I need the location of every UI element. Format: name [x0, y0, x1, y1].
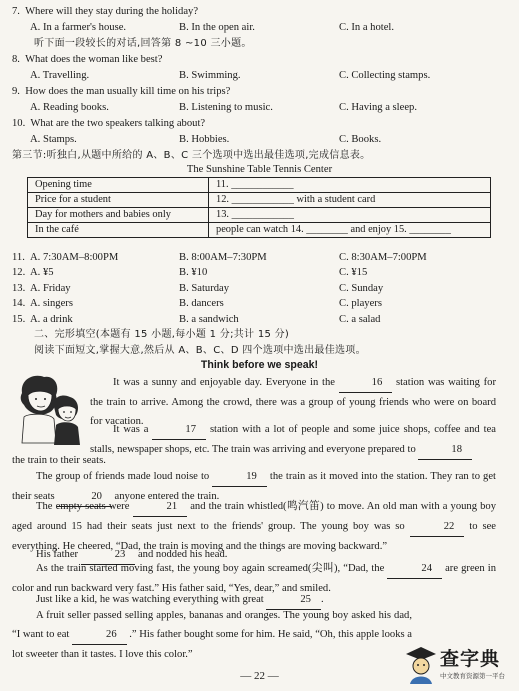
blank-18[interactable]: 18: [418, 440, 472, 460]
option-a[interactable]: A. ¥5: [30, 267, 54, 278]
part-2-instruction: 阅读下面短文,掌握大意,然后从 A、B、C、D 四个选项中选出最佳选项。: [34, 345, 366, 356]
site-logo: [404, 640, 514, 688]
blank-26[interactable]: 26: [72, 625, 127, 645]
option-a[interactable]: A. Reading books.: [30, 102, 109, 113]
option-b[interactable]: B. Swimming.: [179, 70, 241, 81]
option-b[interactable]: B. Saturday: [179, 283, 230, 294]
question-text: 7. Where will they stay during the holiday?: [12, 6, 199, 17]
story-title: Think before we speak!: [200, 359, 319, 371]
option-c[interactable]: C. Sunday: [339, 283, 384, 294]
question-7-options: [0, 20, 519, 35]
option-c[interactable]: C. a salad: [339, 314, 381, 325]
question-11: 11. A. 7:30AM–8:00PM B. 8:00AM–7:30PM C. 8:30AM–7:00PM: [12, 252, 427, 263]
question-9: 9. How does the man usually kill time on his trips?: [12, 86, 231, 97]
paragraph-2-end: the train to their seats.: [12, 455, 106, 466]
option-b[interactable]: B. a sandwich: [179, 314, 239, 325]
page-number: — 22 —: [240, 670, 279, 682]
option-c[interactable]: C. Collecting stamps.: [339, 70, 431, 81]
paragraph-1: It was a sunny and enjoyable day. Everyone in the 16 station was waiting for the train to arrive. Among the crowd, there was a group of young friends who were on board for vacation.: [90, 373, 496, 431]
paragraph-6: As the train started moving fast, the young boy again screamed(尖叫), “Dad, the 24 are green in color and run backward very fast.” His father said, “Yes, dear,” and smiled.: [12, 559, 496, 598]
option-b[interactable]: B. In the open air.: [179, 22, 255, 33]
blank-25[interactable]: 25: [266, 590, 321, 610]
table-cell: 11. ____________: [209, 178, 491, 193]
option-a[interactable]: A. Travelling.: [30, 70, 90, 81]
table-cell: people can watch 14. ________ and enjoy 15. ________: [209, 223, 491, 238]
paragraph-2: It was a 17 station with a lot of people and some juice shops, coffee and tea stalls, newspaper shops, etc. The train was arriving and everyone prepared to 18: [90, 420, 496, 460]
section-3-instruction: 第三节:听独白,从题中所给的 A、B、C 三个选项中选出最佳选项,完成信息表。: [12, 150, 371, 161]
listen-note: 听下面一段较长的对话,回答第 8 ~10 三小题。: [34, 38, 252, 49]
option-a[interactable]: A. 7:30AM–8:00PM: [30, 252, 119, 263]
paragraph-8: A fruit seller passed selling apples, bananas and oranges. The young boy asked his dad, “I want to eat 26 .” His father bought some for him. He said, “Oh, this apple looks a lot sweeter than it tastes. I love this color.”: [12, 610, 412, 660]
option-b[interactable]: B. Hobbies.: [179, 134, 230, 145]
question-15: 15. A. a drink B. a sandwich C. a salad: [12, 314, 381, 325]
blank-17[interactable]: 17: [152, 420, 206, 440]
paragraph-4: The empty seats were 21 and the train whistled(鸣汽笛) to move. An old man with a young boy aged around 15 had their seats just next to the friends' group. The young boy was so 22 to see everything. He cheered, “Dad, the train is moving and the things are moving backward.”: [12, 497, 496, 556]
logo-subtext: 中文教育资源第一平台: [440, 672, 505, 680]
paragraph-7: Just like a kid, he was watching everything with great 25 .: [12, 590, 496, 610]
part-2-title: 二、完形填空(本题有 15 小题,每小题 1 分;共计 15 分): [34, 329, 290, 340]
option-a[interactable]: A. Stamps.: [30, 134, 77, 145]
option-b[interactable]: B. dancers: [179, 298, 224, 309]
blank-20[interactable]: 20: [57, 487, 112, 507]
question-8-options: [0, 68, 519, 83]
option-b[interactable]: B. Listening to music.: [179, 102, 273, 113]
boy-and-father-illustration: [14, 373, 86, 447]
blank-21[interactable]: 21: [133, 497, 188, 517]
option-a[interactable]: A. singers: [30, 298, 73, 309]
question-12: 12. A. ¥5 B. ¥10 C. ¥15: [12, 267, 368, 278]
option-c[interactable]: C. 8:30AM–7:00PM: [339, 252, 427, 263]
question-10: 10. What are the two speakers talking about?: [12, 118, 206, 129]
option-b[interactable]: B. 8:00AM–7:30PM: [179, 252, 267, 263]
question-8: 8. What does the woman like best?: [12, 54, 163, 65]
option-a[interactable]: A. a drink: [30, 314, 73, 325]
option-c[interactable]: C. players: [339, 298, 382, 309]
question-14: 14. A. singers B. dancers C. players: [12, 298, 382, 309]
option-c[interactable]: C. ¥15: [339, 267, 368, 278]
paragraph-5: His father 23 and nodded his head.: [12, 545, 496, 565]
table-cell: Day for mothers and babies only: [28, 208, 209, 223]
paragraph-3: The group of friends made loud noise to 19 the train as it moved into the station. They ran to get their seats 20 anyone entered the train.: [12, 467, 496, 507]
info-table: [27, 177, 491, 238]
table-cell: In the café: [28, 223, 209, 238]
question-13: 13. A. Friday B. Saturday C. Sunday: [12, 283, 384, 294]
table-cell: Price for a student: [28, 193, 209, 208]
question-10-options: [0, 132, 519, 147]
scholar-icon: [404, 644, 438, 684]
option-b[interactable]: B. ¥10: [179, 267, 208, 278]
table-row: [28, 208, 491, 223]
table-cell: 12. ____________ with a student card: [209, 193, 491, 208]
option-c[interactable]: C. Having a sleep.: [339, 102, 417, 113]
option-a[interactable]: A. In a farmer's house.: [30, 22, 127, 33]
table-row: [28, 193, 491, 208]
table-title: The Sunshine Table Tennis Center: [186, 164, 333, 175]
option-c[interactable]: C. Books.: [339, 134, 382, 145]
blank-24[interactable]: 24: [387, 559, 442, 579]
blank-19[interactable]: 19: [212, 467, 267, 487]
blank-22[interactable]: 22: [410, 517, 465, 537]
table-row: [28, 178, 491, 193]
table-cell: Opening time: [28, 178, 209, 193]
question-7: [0, 4, 519, 19]
option-a[interactable]: A. Friday: [30, 283, 71, 294]
table-row: [28, 223, 491, 238]
blank-23[interactable]: 23: [81, 545, 136, 565]
table-cell: 13. ____________: [209, 208, 491, 223]
option-c[interactable]: C. In a hotel.: [339, 22, 395, 33]
question-9-options: [0, 100, 519, 115]
blank-16[interactable]: 16: [339, 373, 393, 393]
logo-text: 查字典: [440, 648, 501, 670]
